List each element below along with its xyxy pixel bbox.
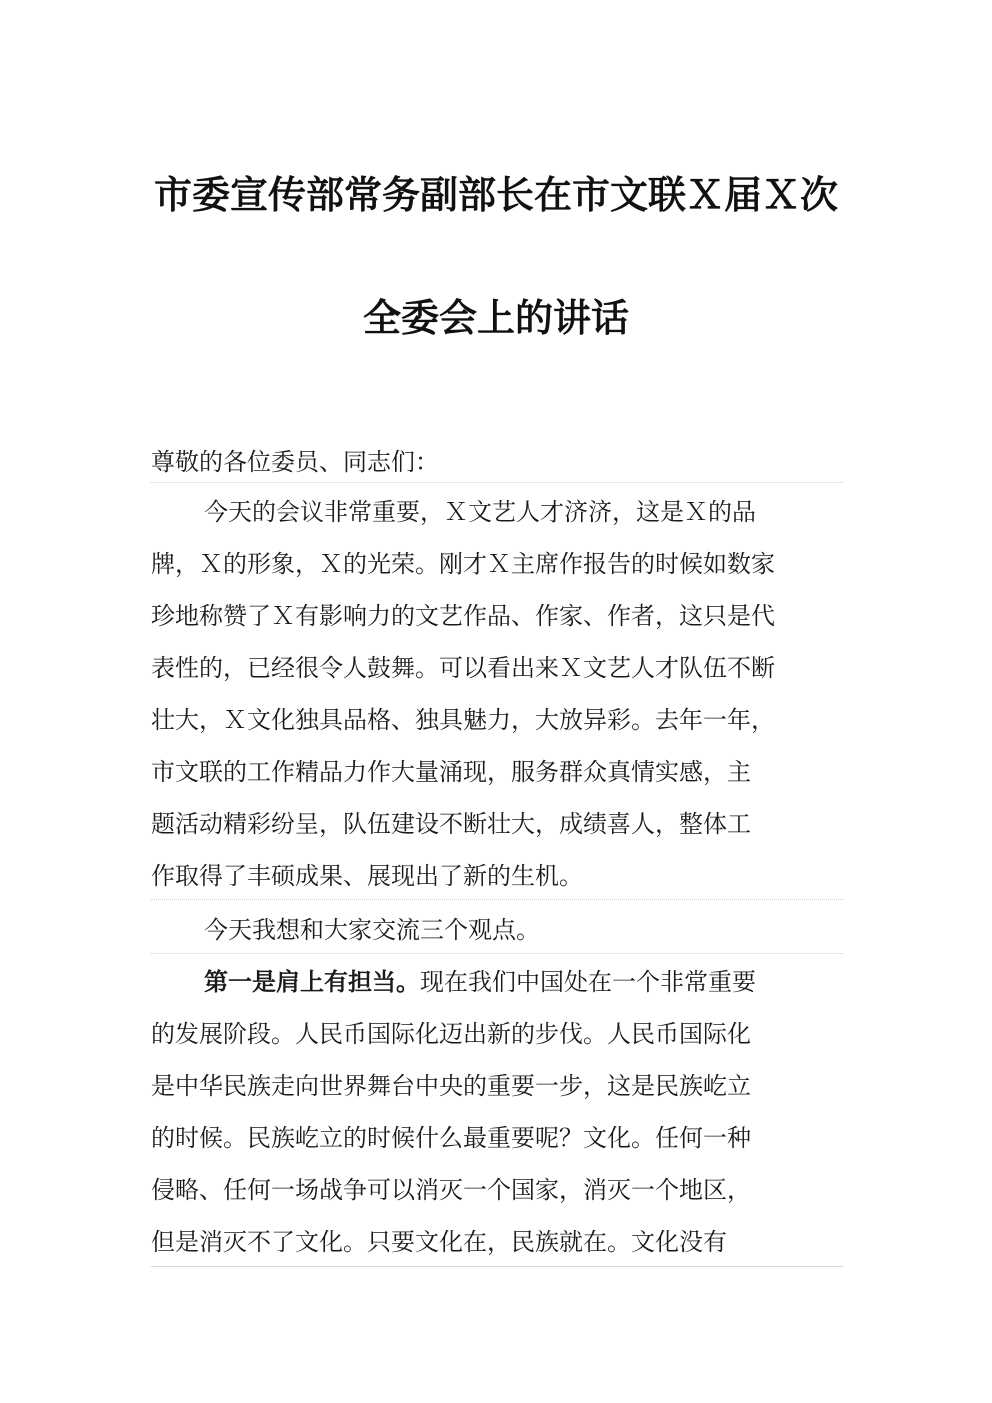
document-title-line-2: 全委会上的讲话 (362, 296, 629, 340)
paragraph-line: 的发展阶段。人民币国际化迈出新的步伐。人民币国际化 (151, 1020, 751, 1048)
separator-rule (151, 1266, 843, 1267)
paragraph-line: 今天的会议非常重要，Ｘ文艺人才济济，这是Ｘ的品 (204, 498, 756, 526)
paragraph-line: 的时候。民族屹立的时候什么最重要呢？文化。任何一种 (151, 1124, 751, 1152)
paragraph-line: 表性的，已经很令人鼓舞。可以看出来Ｘ文艺人才队伍不断 (151, 654, 775, 682)
point-one-heading: 第一是肩上有担当。 (204, 968, 420, 996)
separator-rule (151, 482, 843, 483)
paragraph-line: 珍地称赞了Ｘ有影响力的文艺作品、作家、作者，这只是代 (151, 602, 775, 630)
paragraph-line: 市文联的工作精品力作大量涌现，服务群众真情实感，主 (151, 758, 751, 786)
separator-rule (151, 899, 843, 900)
paragraph-line (151, 956, 843, 1008)
document-title-line-1: 市委宣传部常务副部长在市文联Ｘ届Ｘ次 (153, 173, 838, 217)
paragraph-point-one (151, 956, 843, 1268)
salutation: 尊敬的各位委员、同志们： (151, 448, 439, 476)
paragraph-line: 但是消灭不了文化。只要文化在，民族就在。文化没有 (151, 1228, 727, 1256)
paragraph-line: 作取得了丰硕成果、展现出了新的生机。 (151, 862, 583, 890)
paragraph-line: 侵略、任何一场战争可以消灭一个国家，消灭一个地区， (151, 1176, 751, 1204)
separator-rule (151, 953, 843, 954)
paragraph-opening (151, 486, 843, 902)
point-one-text: 现在我们中国处在一个非常重要 (420, 968, 756, 996)
paragraph-line: 壮大，Ｘ文化独具品格、独具魅力，大放异彩。去年一年， (151, 706, 775, 734)
paragraph-topics-intro (151, 904, 843, 956)
paragraph-line: 今天我想和大家交流三个观点。 (204, 916, 540, 944)
paragraph-line: 牌，Ｘ的形象，Ｘ的光荣。刚才Ｘ主席作报告的时候如数家 (151, 550, 775, 578)
paragraph-line: 是中华民族走向世界舞台中央的重要一步，这是民族屹立 (151, 1072, 751, 1100)
paragraph-line: 题活动精彩纷呈，队伍建设不断壮大，成绩喜人，整体工 (151, 810, 751, 838)
